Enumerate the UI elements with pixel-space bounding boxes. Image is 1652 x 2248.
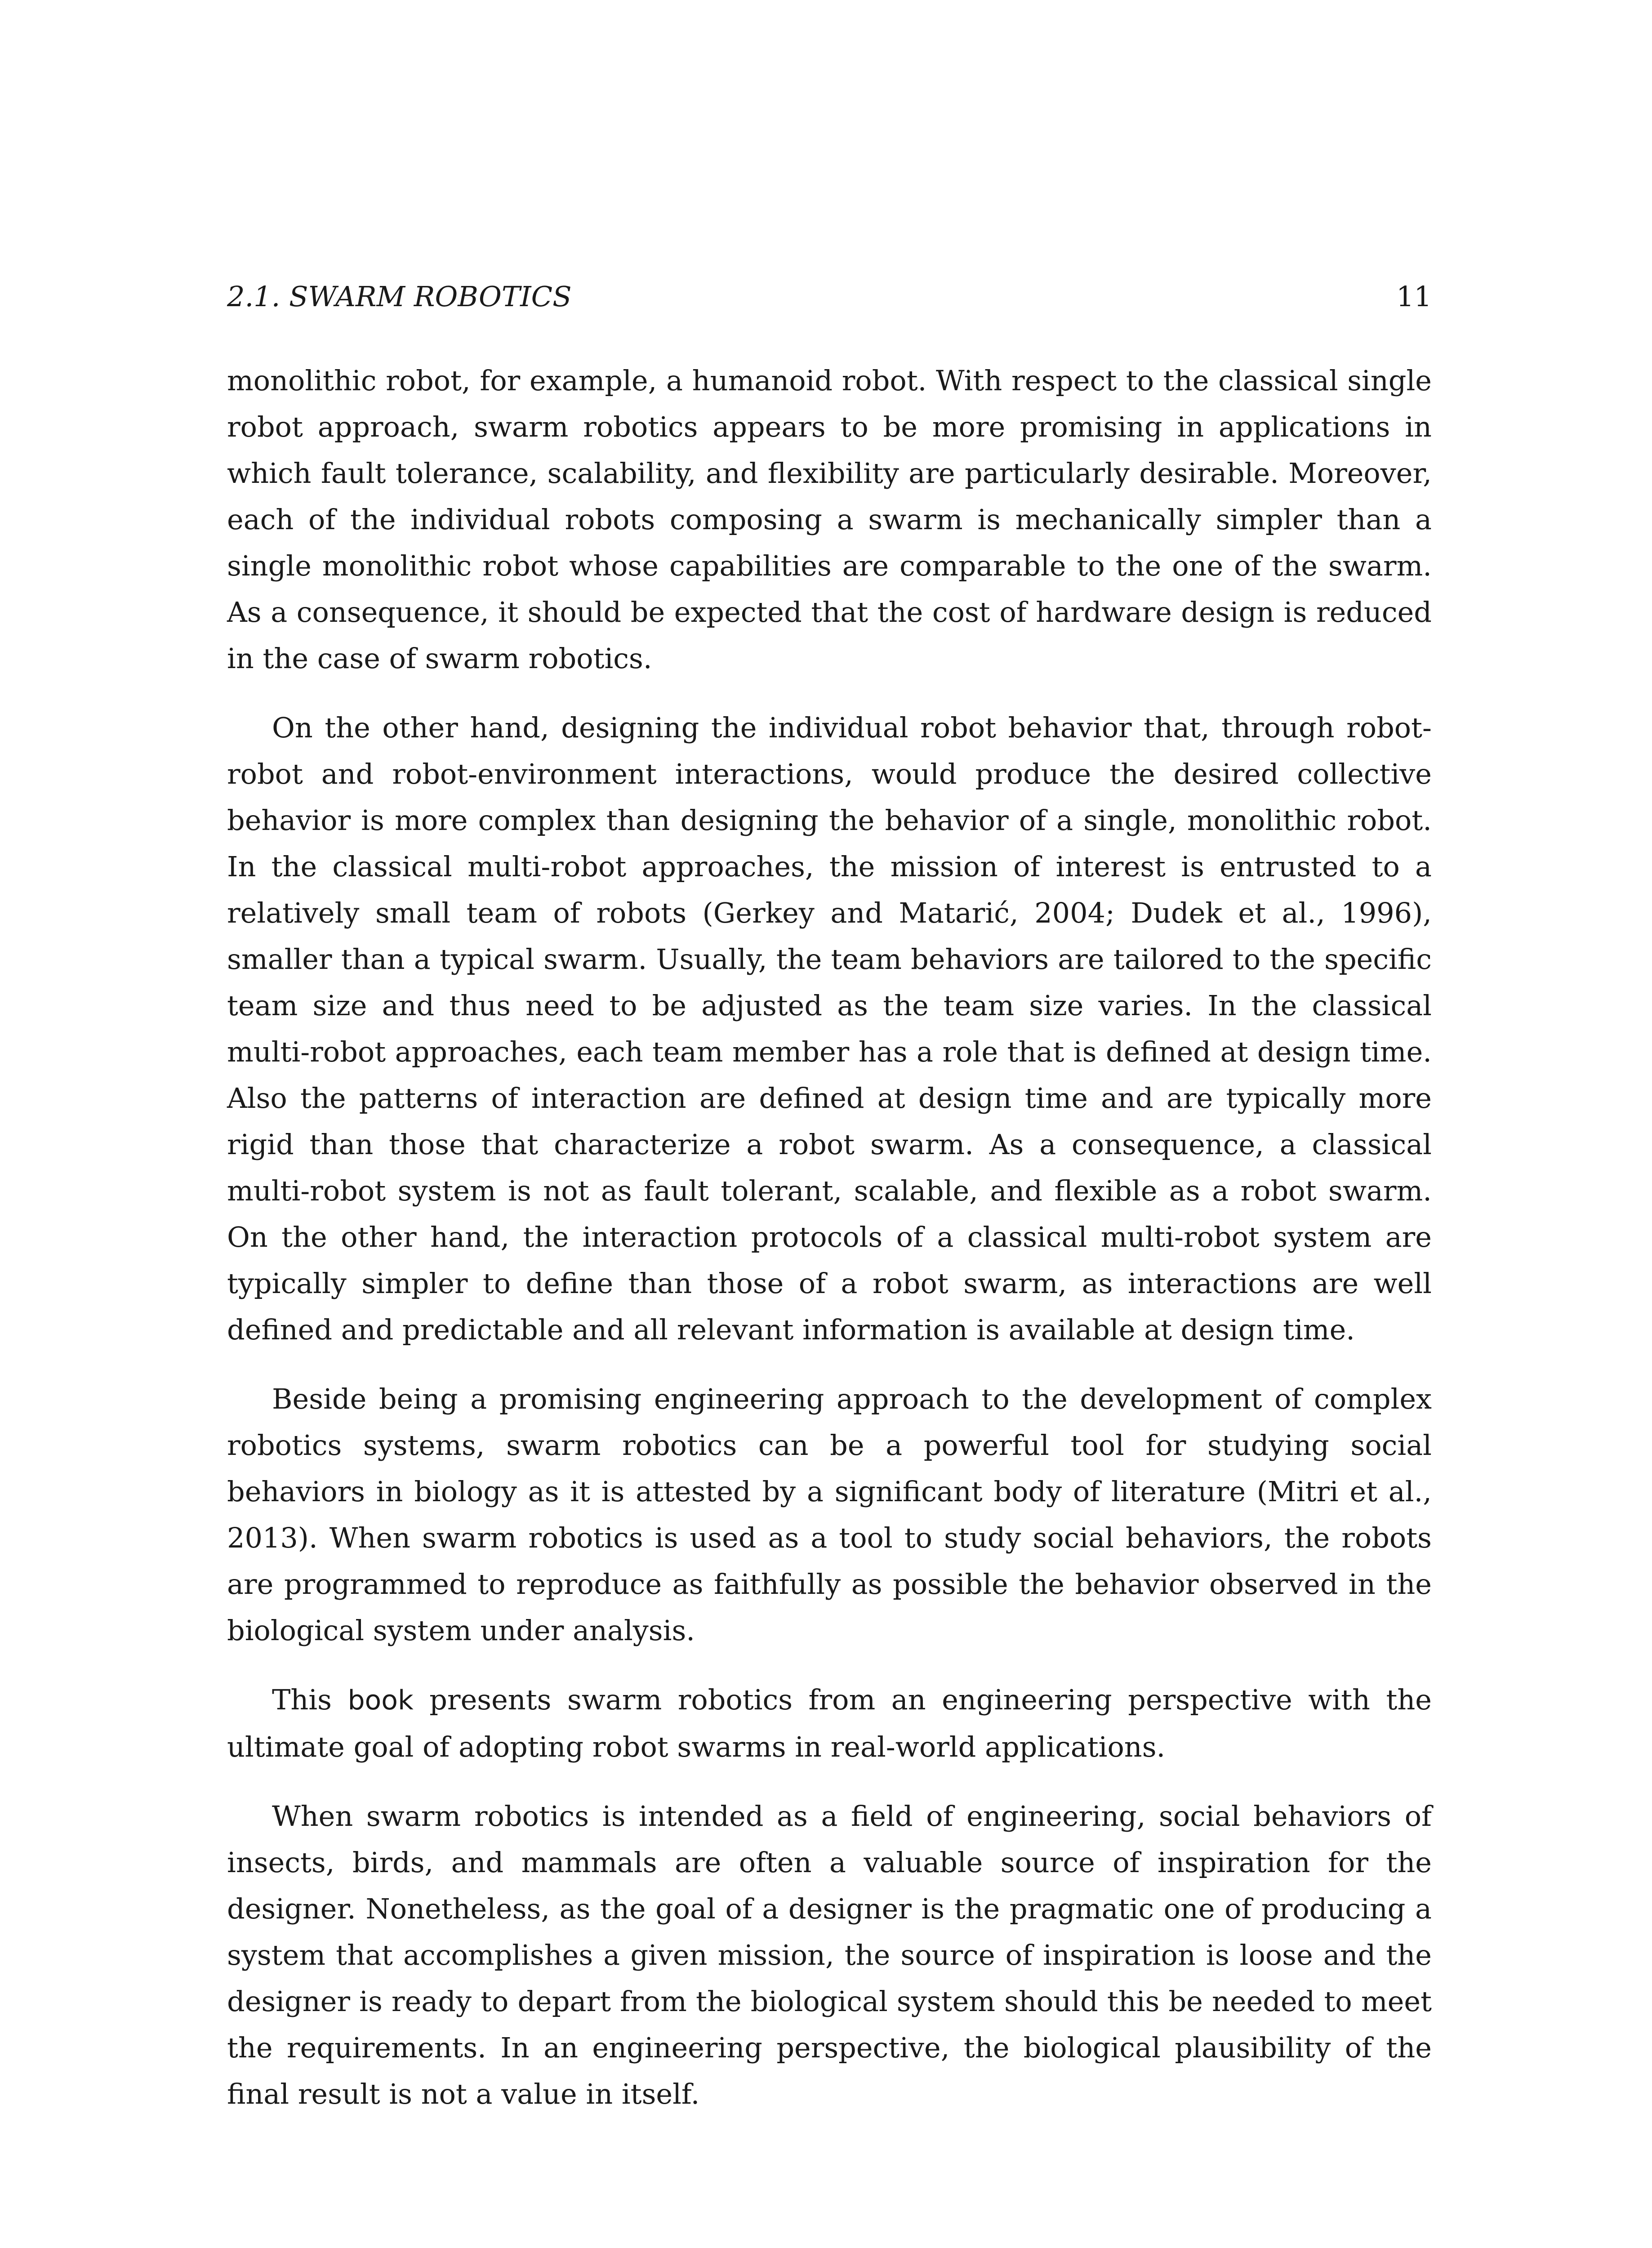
- running-head: [227, 277, 1432, 317]
- paragraph-1: monolithic robot, for example, a humanoid robot. With respect to the classical single robot approach, swarm robotics appears to be more promising in applications in which fault tolerance, scalability, and flexibility are particularly desirable. Moreover, each of the individual robots composing a swarm is mechanically simpler than a single monolithic robot whose capabilities are comparable to the one of the swarm. As a consequence, it should be expected that the cost of hardware design is reduced in the case of swarm robotics.: [227, 364, 1432, 675]
- paragraph-4-after: presents swarm robotics from an engineering perspective with the ultimate goal of adopting robot swarms in real-world applications.: [227, 1683, 1432, 1763]
- highlighted-word: book: [347, 1685, 414, 1716]
- paragraph-2: On the other hand, designing the individual robot behavior that, through robot-robot and robot-environment interactions, would produce the desired collective behavior is more complex than designing the behavior of a single, monolithic robot. In the classical multi-robot approaches, the mission of interest is entrusted to a relatively small team of robots (Gerkey and Matarić, 2004; Dudek et al., 1996), smaller than a typical swarm. Usually, the team behaviors are tailored to the specific team size and thus need to be adjusted as the team size varies. In the classical multi-robot approaches, each team member has a role that is defined at design time. Also the patterns of interaction are defined at design time and are typically more rigid than those that characterize a robot swarm. As a consequence, a classical multi-robot system is not as fault tolerant, scalable, and flexible as a robot swarm. On the other hand, the interaction protocols of a classical multi-robot system are typically simpler to define than those of a robot swarm, as interactions are well defined and predictable and all relevant information is available at design time.: [227, 711, 1432, 1346]
- paragraph-3: Beside being a promising engineering approach to the development of complex robotics systems, swarm robotics can be a powerful tool for studying social behaviors in biology as it is attested by a significant body of literature (Mitri et al., 2013). When swarm robotics is used as a tool to study social behaviors, the robots are programmed to reproduce as faithfully as possible the behavior observed in the biological system under analysis.: [227, 1383, 1432, 1647]
- body-text: [227, 357, 1432, 2140]
- section-title: 2.1. SWARM ROBOTICS: [227, 280, 572, 313]
- page-number: 11: [1396, 280, 1432, 313]
- paragraph-4: [227, 1677, 1432, 1770]
- paragraph-5: When swarm robotics is intended as a field of engineering, social behaviors of insects, birds, and mammals are often a valuable source of inspiration for the designer. Nonetheless, as the goal of a designer is the pragmatic one of producing a system that accomplishes a given mission, the source of inspiration is loose and the designer is ready to depart from the biological system should this be needed to meet the requirements. In an engineering perspective, the biological plausibility of the final result is not a value in itself.: [227, 1800, 1432, 2110]
- paragraph-4-before: This: [272, 1683, 348, 1716]
